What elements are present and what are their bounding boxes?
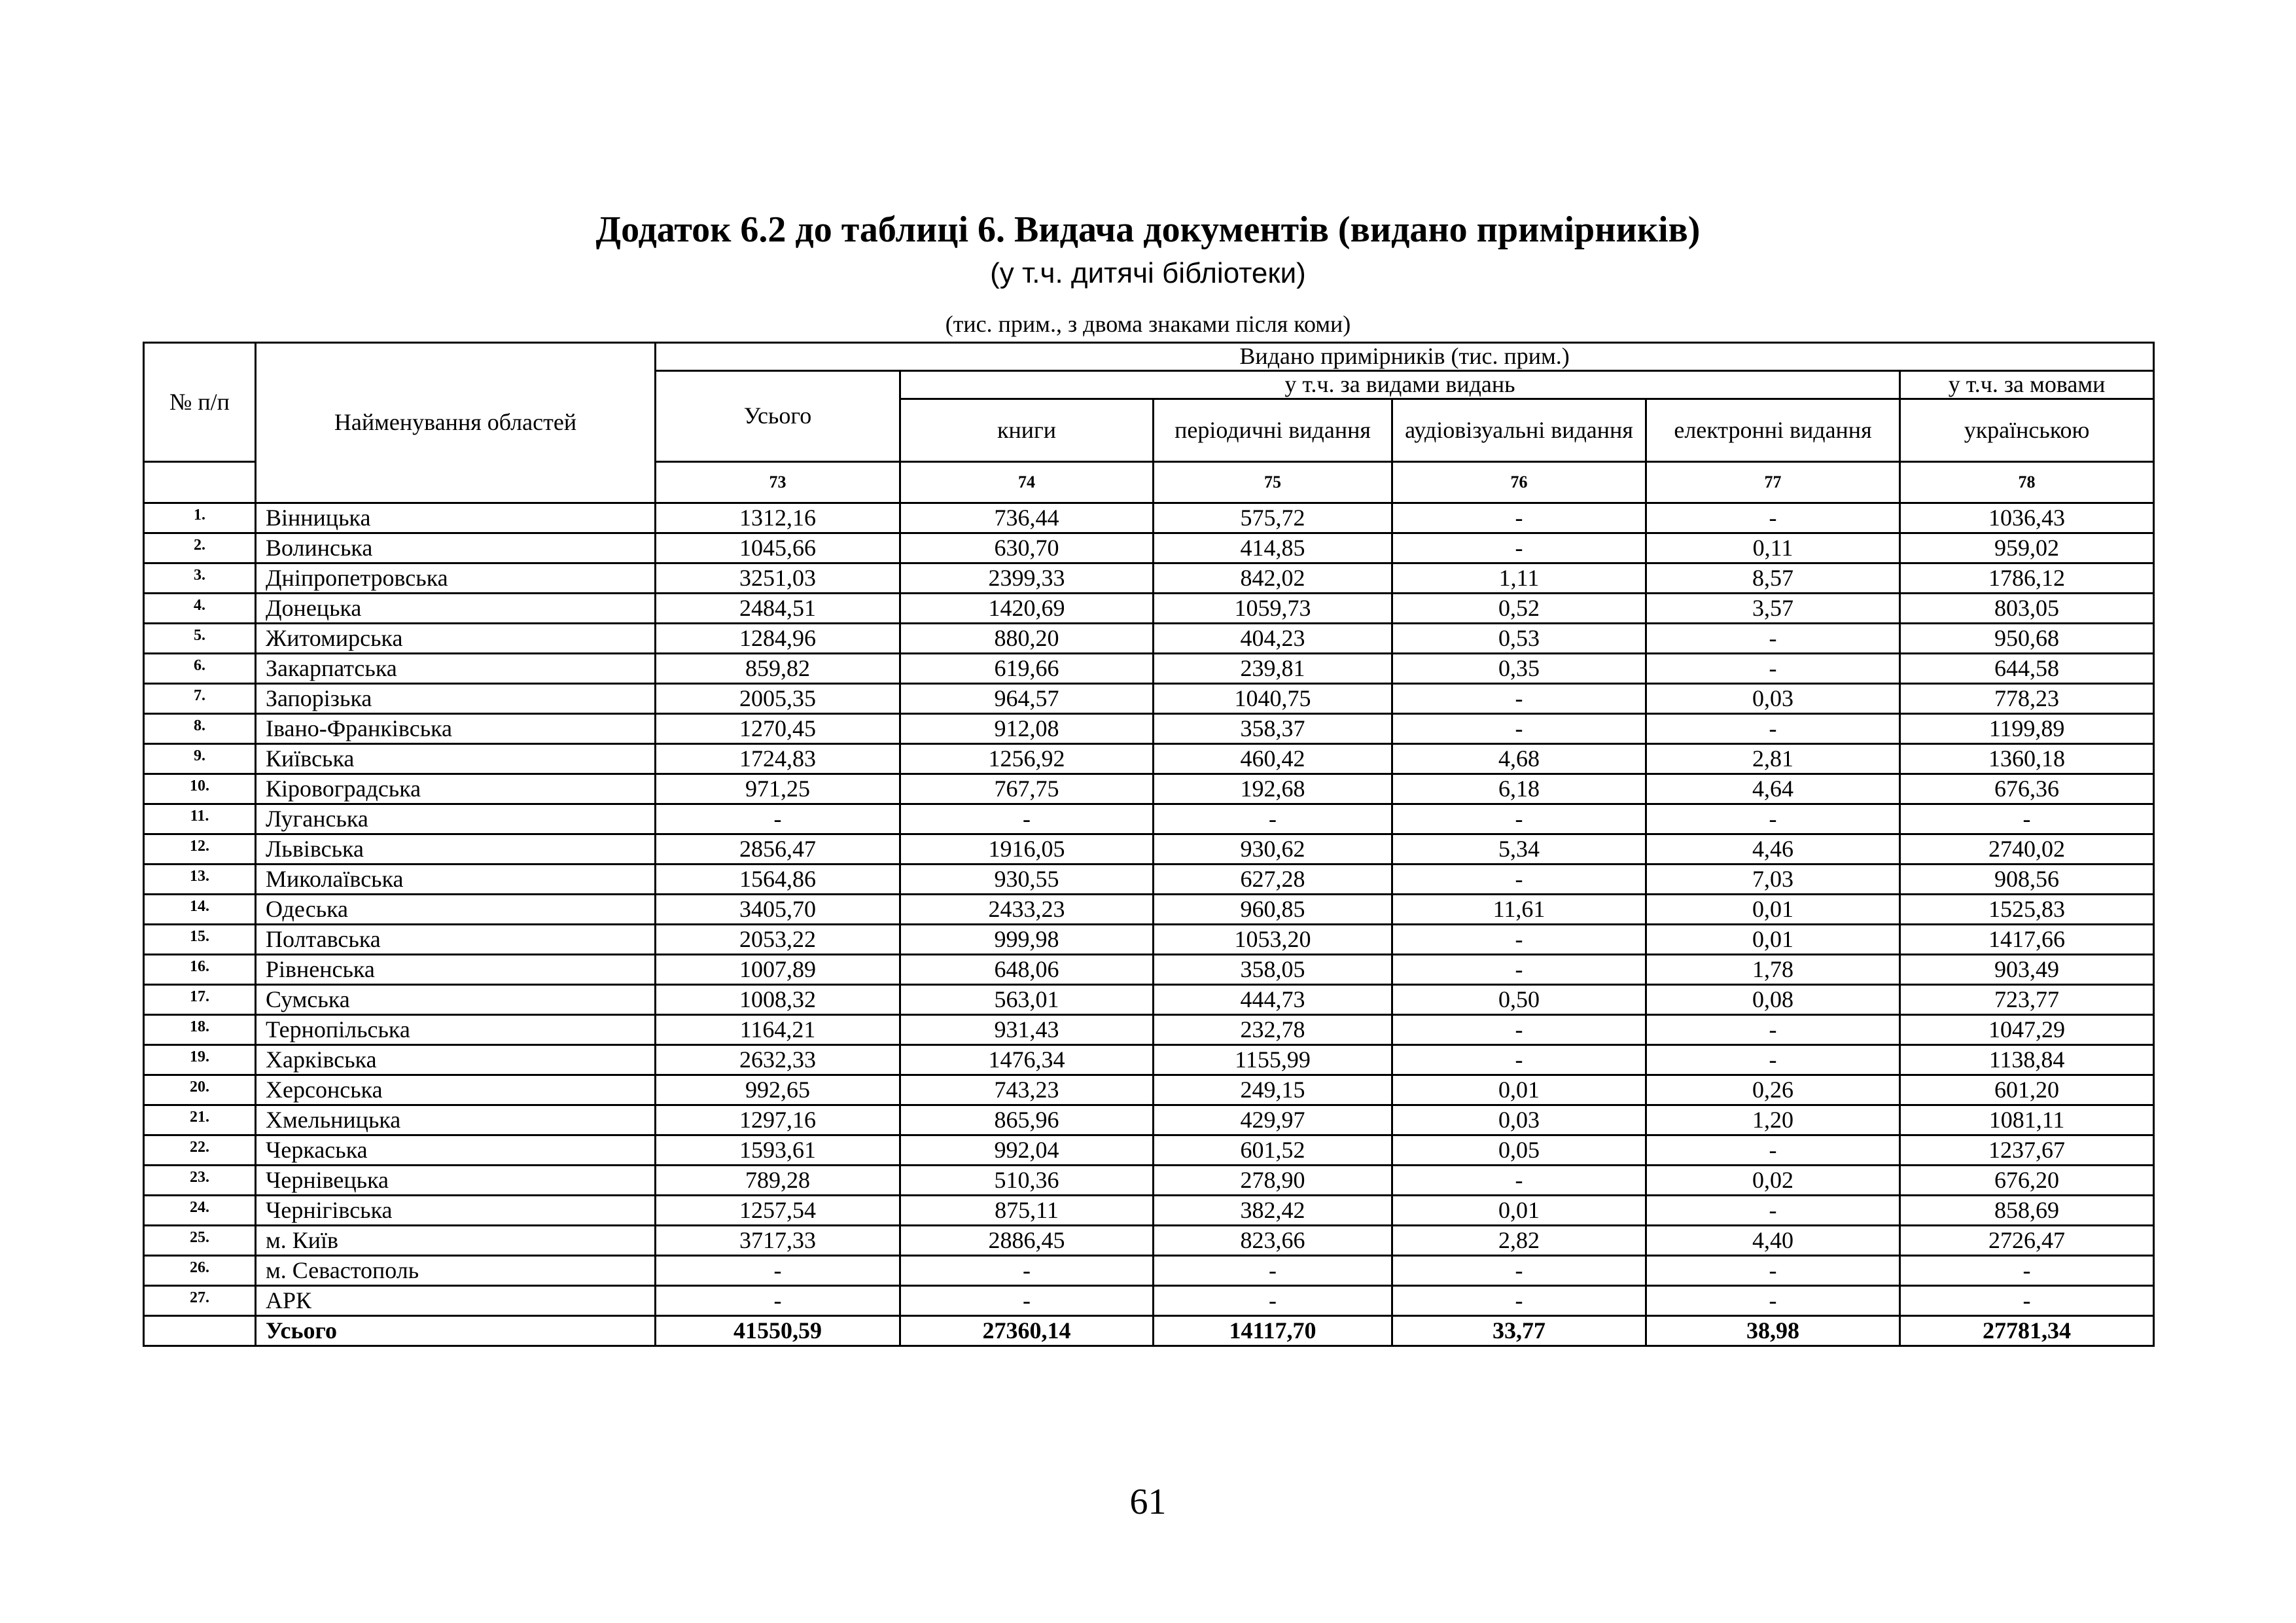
books-cell: 619,66 bbox=[900, 654, 1154, 684]
total-cell: 1007,89 bbox=[656, 955, 900, 985]
total-cell: 1257,54 bbox=[656, 1196, 900, 1226]
audiovisual-cell: - bbox=[1392, 804, 1646, 834]
audiovisual-cell: 33,77 bbox=[1392, 1316, 1646, 1346]
col-number: 74 bbox=[900, 462, 1154, 503]
electronic-cell: 4,46 bbox=[1646, 834, 1900, 865]
table-row bbox=[144, 533, 2154, 563]
ukrainian-cell: 723,77 bbox=[1900, 985, 2154, 1015]
region-name-cell: Полтавська bbox=[256, 925, 656, 955]
electronic-cell: - bbox=[1646, 624, 1900, 654]
audiovisual-cell: 0,50 bbox=[1392, 985, 1646, 1015]
total-cell: 1297,16 bbox=[656, 1105, 900, 1135]
ukrainian-cell: 2726,47 bbox=[1900, 1226, 2154, 1256]
header-num-blank bbox=[144, 462, 256, 503]
table-row bbox=[144, 955, 2154, 985]
ukrainian-cell: 2740,02 bbox=[1900, 834, 2154, 865]
region-name-cell: Закарпатська bbox=[256, 654, 656, 684]
table-row bbox=[144, 1015, 2154, 1045]
table-row bbox=[144, 1196, 2154, 1226]
header-ukrainian: українською bbox=[1900, 399, 2154, 462]
audiovisual-cell: 0,01 bbox=[1392, 1075, 1646, 1105]
row-number-cell: 26. bbox=[144, 1256, 256, 1286]
electronic-cell: 4,40 bbox=[1646, 1226, 1900, 1256]
ukrainian-cell: 27781,34 bbox=[1900, 1316, 2154, 1346]
table-row bbox=[144, 624, 2154, 654]
books-cell: 865,96 bbox=[900, 1105, 1154, 1135]
row-number-cell: 2. bbox=[144, 533, 256, 563]
periodicals-cell: 627,28 bbox=[1154, 865, 1392, 895]
audiovisual-cell: - bbox=[1392, 1166, 1646, 1196]
electronic-cell: 0,26 bbox=[1646, 1075, 1900, 1105]
audiovisual-cell: 11,61 bbox=[1392, 895, 1646, 925]
ukrainian-cell: 1081,11 bbox=[1900, 1105, 2154, 1135]
row-number-cell: 5. bbox=[144, 624, 256, 654]
books-cell: 2399,33 bbox=[900, 563, 1154, 594]
total-cell: 2856,47 bbox=[656, 834, 900, 865]
electronic-cell: 7,03 bbox=[1646, 865, 1900, 895]
region-name-cell: Луганська bbox=[256, 804, 656, 834]
audiovisual-cell: 2,82 bbox=[1392, 1226, 1646, 1256]
region-name-cell: Київська bbox=[256, 744, 656, 774]
table-row bbox=[144, 1256, 2154, 1286]
table-row bbox=[144, 804, 2154, 834]
books-cell: 743,23 bbox=[900, 1075, 1154, 1105]
periodicals-cell: - bbox=[1154, 804, 1392, 834]
ukrainian-cell: 1138,84 bbox=[1900, 1045, 2154, 1075]
row-number-cell: 1. bbox=[144, 503, 256, 533]
electronic-cell: - bbox=[1646, 1045, 1900, 1075]
books-cell: 767,75 bbox=[900, 774, 1154, 804]
audiovisual-cell: 0,05 bbox=[1392, 1135, 1646, 1166]
row-number-cell: 22. bbox=[144, 1135, 256, 1166]
ukrainian-cell: 601,20 bbox=[1900, 1075, 2154, 1105]
periodicals-cell: 575,72 bbox=[1154, 503, 1392, 533]
page-subtitle: (у т.ч. дитячі бібліотеки) bbox=[990, 257, 1306, 289]
audiovisual-cell: 4,68 bbox=[1392, 744, 1646, 774]
periodicals-cell: - bbox=[1154, 1286, 1392, 1316]
row-number-cell: 7. bbox=[144, 684, 256, 714]
ukrainian-cell: 1199,89 bbox=[1900, 714, 2154, 744]
books-cell: 510,36 bbox=[900, 1166, 1154, 1196]
ukrainian-cell: 1036,43 bbox=[1900, 503, 2154, 533]
audiovisual-cell: - bbox=[1392, 533, 1646, 563]
electronic-cell: 0,03 bbox=[1646, 684, 1900, 714]
header-num: № п/п bbox=[144, 343, 256, 462]
periodicals-cell: 1155,99 bbox=[1154, 1045, 1392, 1075]
periodicals-cell: 601,52 bbox=[1154, 1135, 1392, 1166]
row-number-cell: 25. bbox=[144, 1226, 256, 1256]
total-cell: 859,82 bbox=[656, 654, 900, 684]
region-name-cell: Усього bbox=[256, 1316, 656, 1346]
table-row bbox=[144, 865, 2154, 895]
region-name-cell: Вінницька bbox=[256, 503, 656, 533]
page-number: 61 bbox=[1129, 1482, 1167, 1522]
region-name-cell: Рівненська bbox=[256, 955, 656, 985]
row-number-cell: 15. bbox=[144, 925, 256, 955]
books-cell: 964,57 bbox=[900, 684, 1154, 714]
ukrainian-cell: 676,20 bbox=[1900, 1166, 2154, 1196]
ukrainian-cell: 803,05 bbox=[1900, 594, 2154, 624]
periodicals-cell: 842,02 bbox=[1154, 563, 1392, 594]
region-name-cell: Хмельницька bbox=[256, 1105, 656, 1135]
region-name-cell: Сумська bbox=[256, 985, 656, 1015]
periodicals-cell: 404,23 bbox=[1154, 624, 1392, 654]
region-name-cell: Івано-Франківська bbox=[256, 714, 656, 744]
col-number: 76 bbox=[1392, 462, 1646, 503]
ukrainian-cell: 1047,29 bbox=[1900, 1015, 2154, 1045]
audiovisual-cell: 0,01 bbox=[1392, 1196, 1646, 1226]
col-number: 73 bbox=[656, 462, 900, 503]
region-name-cell: Волинська bbox=[256, 533, 656, 563]
row-number-cell: 19. bbox=[144, 1045, 256, 1075]
total-cell: 1270,45 bbox=[656, 714, 900, 744]
electronic-cell: - bbox=[1646, 654, 1900, 684]
table-row bbox=[144, 895, 2154, 925]
row-number-cell: 10. bbox=[144, 774, 256, 804]
electronic-cell: - bbox=[1646, 714, 1900, 744]
row-number-cell: 16. bbox=[144, 955, 256, 985]
row-number-cell: 8. bbox=[144, 714, 256, 744]
electronic-cell: - bbox=[1646, 1286, 1900, 1316]
row-number-cell: 11. bbox=[144, 804, 256, 834]
col-number: 78 bbox=[1900, 462, 2154, 503]
periodicals-cell: 249,15 bbox=[1154, 1075, 1392, 1105]
total-cell: 3251,03 bbox=[656, 563, 900, 594]
books-cell: - bbox=[900, 804, 1154, 834]
books-cell: 1476,34 bbox=[900, 1045, 1154, 1075]
books-cell: 999,98 bbox=[900, 925, 1154, 955]
books-cell: 930,55 bbox=[900, 865, 1154, 895]
electronic-cell: 0,01 bbox=[1646, 895, 1900, 925]
books-cell: 2886,45 bbox=[900, 1226, 1154, 1256]
ukrainian-cell: 1360,18 bbox=[1900, 744, 2154, 774]
ukrainian-cell: 959,02 bbox=[1900, 533, 2154, 563]
row-number-cell: 24. bbox=[144, 1196, 256, 1226]
periodicals-cell: 382,42 bbox=[1154, 1196, 1392, 1226]
audiovisual-cell: - bbox=[1392, 925, 1646, 955]
col-number: 75 bbox=[1154, 462, 1392, 503]
region-name-cell: АРК bbox=[256, 1286, 656, 1316]
header-name: Найменування областей bbox=[256, 343, 656, 503]
audiovisual-cell: - bbox=[1392, 1286, 1646, 1316]
header-total: Усього bbox=[656, 371, 900, 462]
electronic-cell: 3,57 bbox=[1646, 594, 1900, 624]
books-cell: 992,04 bbox=[900, 1135, 1154, 1166]
periodicals-cell: 358,37 bbox=[1154, 714, 1392, 744]
total-cell: 3405,70 bbox=[656, 895, 900, 925]
table-row bbox=[144, 744, 2154, 774]
row-number-cell: 23. bbox=[144, 1166, 256, 1196]
total-cell: - bbox=[656, 804, 900, 834]
audiovisual-cell: - bbox=[1392, 714, 1646, 744]
table-row bbox=[144, 563, 2154, 594]
electronic-cell: 0,01 bbox=[1646, 925, 1900, 955]
total-cell: 2632,33 bbox=[656, 1045, 900, 1075]
ukrainian-cell: 1786,12 bbox=[1900, 563, 2154, 594]
row-number-cell bbox=[144, 1316, 256, 1346]
table-row bbox=[144, 985, 2154, 1015]
ukrainian-cell: - bbox=[1900, 1256, 2154, 1286]
ukrainian-cell: 644,58 bbox=[1900, 654, 2154, 684]
total-cell: 992,65 bbox=[656, 1075, 900, 1105]
page-title: Додаток 6.2 до таблиці 6. Видача документів (видано примірників) bbox=[595, 209, 1701, 250]
row-number-cell: 3. bbox=[144, 563, 256, 594]
books-cell: 27360,14 bbox=[900, 1316, 1154, 1346]
audiovisual-cell: - bbox=[1392, 1015, 1646, 1045]
table-row bbox=[144, 834, 2154, 865]
periodicals-cell: 358,05 bbox=[1154, 955, 1392, 985]
ukrainian-cell: - bbox=[1900, 1286, 2154, 1316]
periodicals-cell: 1040,75 bbox=[1154, 684, 1392, 714]
region-name-cell: Львівська bbox=[256, 834, 656, 865]
table-body bbox=[144, 503, 2154, 1346]
electronic-cell: 0,02 bbox=[1646, 1166, 1900, 1196]
electronic-cell: - bbox=[1646, 1256, 1900, 1286]
table-row bbox=[144, 594, 2154, 624]
region-name-cell: Чернівецька bbox=[256, 1166, 656, 1196]
total-cell: 2053,22 bbox=[656, 925, 900, 955]
books-cell: 563,01 bbox=[900, 985, 1154, 1015]
periodicals-cell: 278,90 bbox=[1154, 1166, 1392, 1196]
periodicals-cell: 930,62 bbox=[1154, 834, 1392, 865]
audiovisual-cell: 0,52 bbox=[1392, 594, 1646, 624]
audiovisual-cell: 5,34 bbox=[1392, 834, 1646, 865]
ukrainian-cell: 778,23 bbox=[1900, 684, 2154, 714]
periodicals-cell: 232,78 bbox=[1154, 1015, 1392, 1045]
row-number-cell: 9. bbox=[144, 744, 256, 774]
ukrainian-cell: - bbox=[1900, 804, 2154, 834]
region-name-cell: Запорізька bbox=[256, 684, 656, 714]
periodicals-cell: 429,97 bbox=[1154, 1105, 1392, 1135]
audiovisual-cell: - bbox=[1392, 1256, 1646, 1286]
region-name-cell: Тернопільська bbox=[256, 1015, 656, 1045]
periodicals-cell: 460,42 bbox=[1154, 744, 1392, 774]
periodicals-cell: 192,68 bbox=[1154, 774, 1392, 804]
books-cell: 880,20 bbox=[900, 624, 1154, 654]
periodicals-cell: 1059,73 bbox=[1154, 594, 1392, 624]
electronic-cell: 4,64 bbox=[1646, 774, 1900, 804]
header-audiovisual: аудіовізуальні видання bbox=[1392, 399, 1646, 462]
region-name-cell: м. Київ bbox=[256, 1226, 656, 1256]
table-row bbox=[144, 925, 2154, 955]
total-cell: 1164,21 bbox=[656, 1015, 900, 1045]
electronic-cell: - bbox=[1646, 1015, 1900, 1045]
header-periodicals: періодичні видання bbox=[1154, 399, 1392, 462]
ukrainian-cell: 950,68 bbox=[1900, 624, 2154, 654]
audiovisual-cell: - bbox=[1392, 955, 1646, 985]
electronic-cell: 8,57 bbox=[1646, 563, 1900, 594]
region-name-cell: Миколаївська bbox=[256, 865, 656, 895]
ukrainian-cell: 858,69 bbox=[1900, 1196, 2154, 1226]
row-number-cell: 21. bbox=[144, 1105, 256, 1135]
ukrainian-cell: 1525,83 bbox=[1900, 895, 2154, 925]
electronic-cell: 38,98 bbox=[1646, 1316, 1900, 1346]
audiovisual-cell: 1,11 bbox=[1392, 563, 1646, 594]
total-cell: - bbox=[656, 1286, 900, 1316]
region-name-cell: Харківська bbox=[256, 1045, 656, 1075]
ukrainian-cell: 1237,67 bbox=[1900, 1135, 2154, 1166]
books-cell: 630,70 bbox=[900, 533, 1154, 563]
audiovisual-cell: 0,03 bbox=[1392, 1105, 1646, 1135]
row-number-cell: 12. bbox=[144, 834, 256, 865]
row-number-cell: 20. bbox=[144, 1075, 256, 1105]
table-row bbox=[144, 714, 2154, 744]
total-cell: 1564,86 bbox=[656, 865, 900, 895]
ukrainian-cell: 1417,66 bbox=[1900, 925, 2154, 955]
region-name-cell: Дніпропетровська bbox=[256, 563, 656, 594]
total-row bbox=[144, 1316, 2154, 1346]
total-cell: 3717,33 bbox=[656, 1226, 900, 1256]
total-cell: 789,28 bbox=[656, 1166, 900, 1196]
total-cell: 1045,66 bbox=[656, 533, 900, 563]
row-number-cell: 4. bbox=[144, 594, 256, 624]
total-cell: 1008,32 bbox=[656, 985, 900, 1015]
units-note: (тис. прим., з двома знаками після коми) bbox=[945, 311, 1351, 337]
table-row bbox=[144, 654, 2154, 684]
region-name-cell: Черкаська bbox=[256, 1135, 656, 1166]
table-row bbox=[144, 684, 2154, 714]
total-cell: 1284,96 bbox=[656, 624, 900, 654]
audiovisual-cell: - bbox=[1392, 684, 1646, 714]
electronic-cell: 1,20 bbox=[1646, 1105, 1900, 1135]
periodicals-cell: 823,66 bbox=[1154, 1226, 1392, 1256]
header-by-type: у т.ч. за видами видань bbox=[900, 371, 1900, 399]
ukrainian-cell: 903,49 bbox=[1900, 955, 2154, 985]
row-number-cell: 13. bbox=[144, 865, 256, 895]
periodicals-cell: 14117,70 bbox=[1154, 1316, 1392, 1346]
total-cell: 41550,59 bbox=[656, 1316, 900, 1346]
electronic-cell: 0,08 bbox=[1646, 985, 1900, 1015]
periodicals-cell: 444,73 bbox=[1154, 985, 1392, 1015]
issuance-table bbox=[143, 342, 2155, 1347]
electronic-cell: - bbox=[1646, 1135, 1900, 1166]
books-cell: 875,11 bbox=[900, 1196, 1154, 1226]
books-cell: 736,44 bbox=[900, 503, 1154, 533]
row-number-cell: 18. bbox=[144, 1015, 256, 1045]
region-name-cell: Донецька bbox=[256, 594, 656, 624]
region-name-cell: Чернігівська bbox=[256, 1196, 656, 1226]
books-cell: 931,43 bbox=[900, 1015, 1154, 1045]
books-cell: - bbox=[900, 1256, 1154, 1286]
table-row bbox=[144, 1075, 2154, 1105]
row-number-cell: 14. bbox=[144, 895, 256, 925]
audiovisual-cell: - bbox=[1392, 1045, 1646, 1075]
periodicals-cell: 1053,20 bbox=[1154, 925, 1392, 955]
total-cell: 2005,35 bbox=[656, 684, 900, 714]
table-row bbox=[144, 774, 2154, 804]
header-electronic: електронні видання bbox=[1646, 399, 1900, 462]
books-cell: 912,08 bbox=[900, 714, 1154, 744]
periodicals-cell: 239,81 bbox=[1154, 654, 1392, 684]
periodicals-cell: - bbox=[1154, 1256, 1392, 1286]
audiovisual-cell: - bbox=[1392, 503, 1646, 533]
table-row bbox=[144, 1135, 2154, 1166]
header-books: книги bbox=[900, 399, 1154, 462]
audiovisual-cell: 0,53 bbox=[1392, 624, 1646, 654]
electronic-cell: 0,11 bbox=[1646, 533, 1900, 563]
row-number-cell: 27. bbox=[144, 1286, 256, 1316]
total-cell: - bbox=[656, 1256, 900, 1286]
audiovisual-cell: - bbox=[1392, 865, 1646, 895]
total-cell: 2484,51 bbox=[656, 594, 900, 624]
region-name-cell: Херсонська bbox=[256, 1075, 656, 1105]
region-name-cell: Одеська bbox=[256, 895, 656, 925]
books-cell: 648,06 bbox=[900, 955, 1154, 985]
books-cell: 1916,05 bbox=[900, 834, 1154, 865]
table-row bbox=[144, 1045, 2154, 1075]
total-cell: 1724,83 bbox=[656, 744, 900, 774]
electronic-cell: 1,78 bbox=[1646, 955, 1900, 985]
electronic-cell: - bbox=[1646, 1196, 1900, 1226]
total-cell: 971,25 bbox=[656, 774, 900, 804]
books-cell: 1256,92 bbox=[900, 744, 1154, 774]
periodicals-cell: 960,85 bbox=[1154, 895, 1392, 925]
header-issued: Видано примірників (тис. прим.) bbox=[656, 343, 2154, 371]
audiovisual-cell: 6,18 bbox=[1392, 774, 1646, 804]
books-cell: 1420,69 bbox=[900, 594, 1154, 624]
ukrainian-cell: 676,36 bbox=[1900, 774, 2154, 804]
row-number-cell: 6. bbox=[144, 654, 256, 684]
header-by-lang: у т.ч. за мовами bbox=[1900, 371, 2154, 399]
books-cell: - bbox=[900, 1286, 1154, 1316]
audiovisual-cell: 0,35 bbox=[1392, 654, 1646, 684]
col-number: 77 bbox=[1646, 462, 1900, 503]
region-name-cell: Кіровоградська bbox=[256, 774, 656, 804]
row-number-cell: 17. bbox=[144, 985, 256, 1015]
region-name-cell: Житомирська bbox=[256, 624, 656, 654]
table-row bbox=[144, 1226, 2154, 1256]
ukrainian-cell: 908,56 bbox=[1900, 865, 2154, 895]
total-cell: 1593,61 bbox=[656, 1135, 900, 1166]
table-header bbox=[144, 343, 2154, 503]
table-row bbox=[144, 1166, 2154, 1196]
total-cell: 1312,16 bbox=[656, 503, 900, 533]
region-name-cell: м. Севастополь bbox=[256, 1256, 656, 1286]
electronic-cell: - bbox=[1646, 804, 1900, 834]
periodicals-cell: 414,85 bbox=[1154, 533, 1392, 563]
electronic-cell: 2,81 bbox=[1646, 744, 1900, 774]
table-row bbox=[144, 1286, 2154, 1316]
table-row bbox=[144, 503, 2154, 533]
table-row bbox=[144, 1105, 2154, 1135]
books-cell: 2433,23 bbox=[900, 895, 1154, 925]
electronic-cell: - bbox=[1646, 503, 1900, 533]
